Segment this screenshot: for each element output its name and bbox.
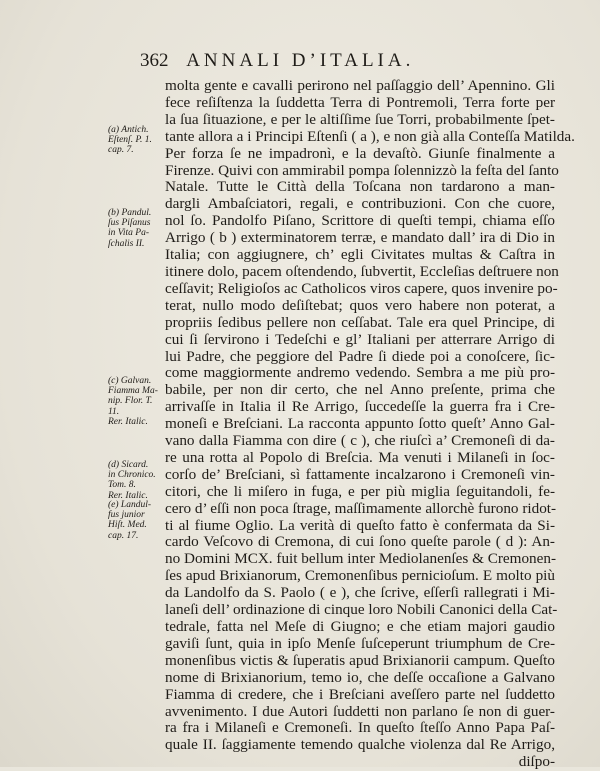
text-line: fece reſiſtenza la ſuddetta Terra di Pontremoli, Terra forte per bbox=[165, 93, 555, 111]
body-text bbox=[165, 77, 575, 771]
marginal-note-line: ſus Piſanus bbox=[108, 218, 151, 229]
text-line: cardo Veſcovo di Cremona, di cui ſono queſte parole ( d ): An- bbox=[165, 533, 555, 551]
marginal-note-line: Eſtenſ. P. 1. bbox=[108, 135, 152, 146]
text-line: nol ſo. Pandolfo Piſano, Scrittore di queſti tempi, chiama eſſo bbox=[165, 212, 555, 230]
marginal-note-line: (a) Antich. bbox=[108, 125, 149, 135]
text-line: Firenze. Quivi con ammirabil pompa ſolennizzò la feſta del ſanto bbox=[165, 161, 559, 179]
text-line: avvenimento. I due Autori ſuddetti non parlano ſe non di guer- bbox=[165, 702, 555, 720]
text-line: quale II. ſaggiamente temendo qualche violenza dal Re Arrigo, bbox=[165, 736, 555, 754]
marginal-note-line: Hiſt. Med. bbox=[108, 520, 147, 531]
text-line: tedrale, fatta nel Meſe di Giugno; e che etiam majori gaudio bbox=[165, 618, 555, 635]
marginal-note-line: (d) Sicard. bbox=[108, 460, 149, 470]
marginal-note-line: in Vita Pa- bbox=[108, 228, 149, 239]
text-line: la ſua ſituazione, e per le altiſſime ſue Torri, probabilmente ſpet- bbox=[165, 110, 555, 128]
text-line: laneſi dell’ ordinazione di cinque loro Nobili Canonici della Cat- bbox=[165, 601, 558, 619]
running-header bbox=[140, 50, 414, 72]
marginal-note-d bbox=[108, 460, 164, 501]
text-line: corſo de’ Breſciani, sì fattamente incalzarono i Cremoneſi vin- bbox=[165, 465, 555, 483]
text-line: Natale. Tutte le Città della Toſcana non tardarono a man- bbox=[165, 178, 555, 196]
text-line: monenſibus victis & ſuperatis apud Brixianorii campum. Queſto bbox=[165, 651, 555, 669]
marginal-note-line: cap. 17. bbox=[108, 530, 139, 541]
text-line: nome di Brixianorium, temo io, che deſſe occaſione a Galvano bbox=[165, 668, 555, 686]
text-line: ra fra i Milaneſi e Cremoneſi. In queſto ſteſſo Anno Papa Paſ- bbox=[165, 719, 555, 737]
text-line: terat, nullo modo deſiſtebat; quos vero habere non poterat, a bbox=[165, 296, 555, 314]
text-line: diſpo- bbox=[518, 753, 555, 771]
marginal-note-e bbox=[108, 500, 164, 541]
text-line: tante allora a i Principi Eſtenſi ( a ), e non già alla Conteſſa Matilda. bbox=[165, 127, 575, 145]
marginal-note-line: in Chronico. bbox=[108, 470, 156, 481]
text-line: babile, per non dir certo, che nel Anno preſente, prima che bbox=[165, 381, 555, 399]
text-line: Per forza ſe ne impadronì, e la devaſtò. Giunſe finalmente a bbox=[165, 144, 555, 162]
text-line: cui ſi ſervirono i Tedeſchi e gl’ Italiani per atterrare Arrigo di bbox=[165, 330, 555, 348]
text-line: lui Padre, che peggiore del Padre ſi diede poi a conoſcere, ſic- bbox=[165, 347, 555, 365]
marginal-note-line: ſchalis II. bbox=[108, 238, 145, 249]
marginal-note-line: Tom. 8. bbox=[108, 480, 136, 491]
text-line: ceſſavit; Religioſos ac Catholicos viros capere, quos invenire po- bbox=[165, 279, 558, 297]
text-line: Italia; con aggiugnere, ch’ egli Civitates multas & Caſtra in bbox=[165, 246, 555, 264]
marginal-note-line: (c) Galvan. bbox=[108, 376, 152, 386]
marginal-note-line: (e) Landul- bbox=[108, 500, 152, 510]
text-line: no Domini MCX. fuit bellum inter Mediolanenſes & Cremonen- bbox=[165, 550, 557, 568]
marginal-note-b bbox=[108, 208, 164, 249]
text-line: Arrigo ( b ) exterminatorem terræ, e mandato dall’ ira di Dio in bbox=[165, 229, 555, 247]
marginal-note-line: Rer. Italic. bbox=[108, 490, 148, 501]
marginal-note-line: nip. Flor. T. 11. bbox=[108, 396, 153, 417]
text-line: vano dalla Fiamma con dire ( c ), che riuſcì a’ Cremoneſi di da- bbox=[165, 432, 555, 450]
text-line: dargli Ambaſciatori, regali, e contribuzioni. Con che cuore, bbox=[165, 195, 555, 213]
text-line: ti al fiume Oglio. La verità di queſto fatto è confermata da Si- bbox=[165, 516, 555, 534]
text-line: molta gente e cavalli perirono nel paſſaggio dell’ Apennino. Gli bbox=[165, 77, 555, 94]
text-line: gaviſi ſunt, quia in ipſo Menſe ſuſceperunt triumphum de Cre- bbox=[165, 634, 555, 652]
marginal-note-a bbox=[108, 125, 164, 156]
page-number: 362 bbox=[140, 50, 169, 71]
marginal-note-line: fus junior bbox=[108, 510, 145, 521]
marginal-note-c bbox=[108, 376, 164, 427]
text-line: da Landolfo da S. Paolo ( e ), che ſcrive, eſſerſi rallegrati i Mi- bbox=[165, 584, 555, 602]
text-line: Fiamma di credere, che i Breſciani aveſſero parte nel ſuddetto bbox=[165, 685, 555, 703]
marginal-note-line: Rer. Italic. bbox=[108, 416, 148, 427]
text-line: itinere dolo, pacem oſtendendo, ſubvertit, Eccleſias deſtruere non bbox=[165, 262, 559, 280]
text-line: moneſi e Breſciani. La racconta appunto ſotto queſt’ Anno Gal- bbox=[165, 415, 555, 433]
text-line: come maggiormente andremo vedendo. Sembra a me più pro- bbox=[165, 364, 555, 382]
marginal-note-line: (b) Pandul. bbox=[108, 208, 152, 218]
text-line: re una rotta al Popolo di Breſcia. Ma venuti i Milaneſi in ſoc- bbox=[165, 448, 555, 466]
text-line: arrivaſſe in Italia il Re Arrigo, ſuccedeſſe la guerra fra i Cre- bbox=[165, 398, 555, 416]
marginal-note-line: Fiamma Ma- bbox=[108, 386, 158, 397]
text-line: citori, che li miſero in fuga, e per più miglia ſeguitandoli, fe- bbox=[165, 482, 555, 500]
marginal-note-line: cap. 7. bbox=[108, 145, 134, 156]
running-title: ANNALI D’ITALIA. bbox=[186, 50, 415, 71]
text-line: cero d’ eſſi non poca ſtrage, maſſimamente allorchè furono ridot- bbox=[165, 499, 557, 517]
text-line: ſes apud Brixianorum, Cremonenſibus pernicioſum. E molto più bbox=[165, 567, 555, 585]
text-line: propriis ſedibus pellere non ceſſabat. Tale era quel Principe, di bbox=[165, 313, 555, 331]
